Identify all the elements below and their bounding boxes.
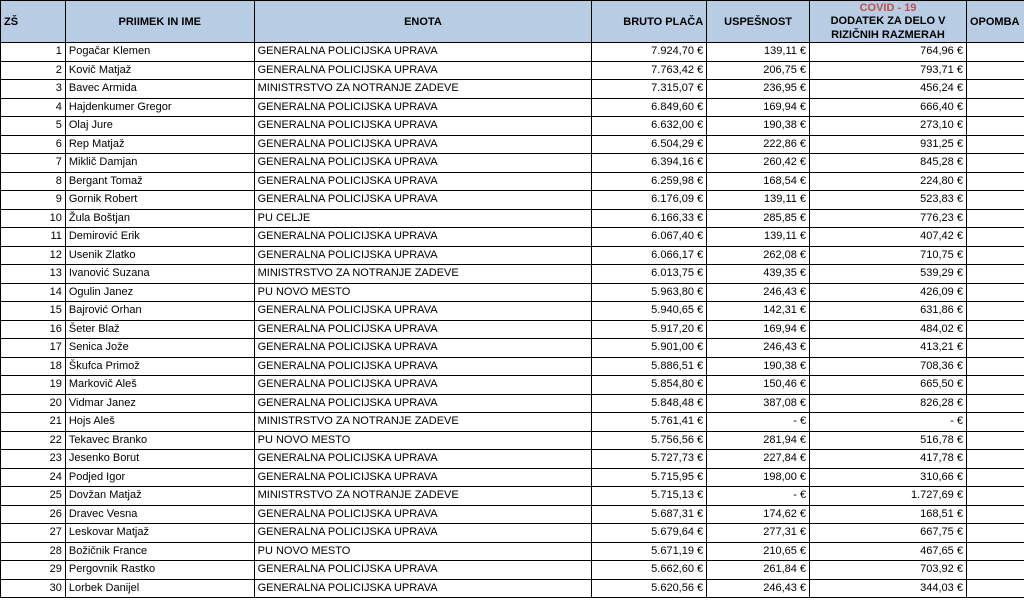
cell-gross-salary: 5.963,80 € bbox=[592, 283, 707, 302]
cell-zs: 11 bbox=[1, 228, 66, 247]
cell-name: Dravec Vesna bbox=[65, 505, 254, 524]
cell-covid-allowance: 426,09 € bbox=[810, 283, 967, 302]
cell-zs: 16 bbox=[1, 320, 66, 339]
cell-covid-allowance: 539,29 € bbox=[810, 265, 967, 284]
cell-gross-salary: 5.917,20 € bbox=[592, 320, 707, 339]
cell-gross-salary: 5.727,73 € bbox=[592, 450, 707, 469]
cell-note bbox=[966, 135, 1024, 154]
table-row bbox=[1, 450, 1024, 469]
cell-gross-salary: 6.013,75 € bbox=[592, 265, 707, 284]
cell-name: Miklič Damjan bbox=[65, 154, 254, 173]
cell-gross-salary: 6.066,17 € bbox=[592, 246, 707, 265]
cell-performance: 262,08 € bbox=[707, 246, 810, 265]
cell-gross-salary: 5.761,41 € bbox=[592, 413, 707, 432]
cell-performance: 206,75 € bbox=[707, 61, 810, 80]
cell-note bbox=[966, 117, 1024, 136]
cell-zs: 20 bbox=[1, 394, 66, 413]
cell-zs: 26 bbox=[1, 505, 66, 524]
table-row bbox=[1, 209, 1024, 228]
cell-performance: 260,42 € bbox=[707, 154, 810, 173]
cell-covid-allowance: 273,10 € bbox=[810, 117, 967, 136]
table-row bbox=[1, 339, 1024, 358]
cell-note bbox=[966, 43, 1024, 62]
cell-gross-salary: 5.715,95 € bbox=[592, 468, 707, 487]
cell-name: Leskovar Matjaž bbox=[65, 524, 254, 543]
cell-unit: GENERALNA POLICIJSKA UPRAVA bbox=[254, 43, 592, 62]
cell-covid-allowance: 413,21 € bbox=[810, 339, 967, 358]
cell-zs: 15 bbox=[1, 302, 66, 321]
cell-zs: 29 bbox=[1, 561, 66, 580]
cell-note bbox=[966, 450, 1024, 469]
cell-note bbox=[966, 320, 1024, 339]
table-row bbox=[1, 468, 1024, 487]
cell-zs: 30 bbox=[1, 579, 66, 598]
cell-name: Tekavec Branko bbox=[65, 431, 254, 450]
table-row bbox=[1, 487, 1024, 506]
cell-unit: GENERALNA POLICIJSKA UPRAVA bbox=[254, 450, 592, 469]
cell-covid-allowance: 665,50 € bbox=[810, 376, 967, 395]
cell-zs: 4 bbox=[1, 98, 66, 117]
cell-performance: 168,54 € bbox=[707, 172, 810, 191]
table-row bbox=[1, 320, 1024, 339]
cell-note bbox=[966, 413, 1024, 432]
cell-name: Podjed Igor bbox=[65, 468, 254, 487]
cell-gross-salary: 6.632,00 € bbox=[592, 117, 707, 136]
cell-gross-salary: 5.854,80 € bbox=[592, 376, 707, 395]
cell-name: Šeter Blaž bbox=[65, 320, 254, 339]
cell-performance: 285,85 € bbox=[707, 209, 810, 228]
cell-name: Hojs Aleš bbox=[65, 413, 254, 432]
cell-name: Demirović Erik bbox=[65, 228, 254, 247]
cell-performance: 190,38 € bbox=[707, 117, 810, 136]
cell-performance: 139,11 € bbox=[707, 228, 810, 247]
cell-unit: GENERALNA POLICIJSKA UPRAVA bbox=[254, 302, 592, 321]
cell-name: Dovžan Matjaž bbox=[65, 487, 254, 506]
cell-note bbox=[966, 172, 1024, 191]
cell-unit: GENERALNA POLICIJSKA UPRAVA bbox=[254, 357, 592, 376]
cell-unit: PU NOVO MESTO bbox=[254, 542, 592, 561]
cell-note bbox=[966, 431, 1024, 450]
cell-gross-salary: 5.901,00 € bbox=[592, 339, 707, 358]
cell-unit: MINISTRSTVO ZA NOTRANJE ZADEVE bbox=[254, 265, 592, 284]
cell-gross-salary: 5.662,60 € bbox=[592, 561, 707, 580]
cell-note bbox=[966, 191, 1024, 210]
cell-unit: GENERALNA POLICIJSKA UPRAVA bbox=[254, 339, 592, 358]
cell-note bbox=[966, 487, 1024, 506]
cell-name: Bajrović Orhan bbox=[65, 302, 254, 321]
table-row bbox=[1, 357, 1024, 376]
cell-zs: 28 bbox=[1, 542, 66, 561]
table-header bbox=[1, 1, 1024, 43]
cell-unit: GENERALNA POLICIJSKA UPRAVA bbox=[254, 579, 592, 598]
cell-unit: GENERALNA POLICIJSKA UPRAVA bbox=[254, 376, 592, 395]
table-row bbox=[1, 265, 1024, 284]
cell-unit: GENERALNA POLICIJSKA UPRAVA bbox=[254, 135, 592, 154]
cell-name: Senica Jože bbox=[65, 339, 254, 358]
table-row bbox=[1, 505, 1024, 524]
cell-name: Usenik Zlatko bbox=[65, 246, 254, 265]
cell-performance: 198,00 € bbox=[707, 468, 810, 487]
table-row bbox=[1, 542, 1024, 561]
table-row bbox=[1, 154, 1024, 173]
cell-name: Pogačar Klemen bbox=[65, 43, 254, 62]
cell-covid-allowance: 516,78 € bbox=[810, 431, 967, 450]
cell-zs: 17 bbox=[1, 339, 66, 358]
cell-note bbox=[966, 505, 1024, 524]
cell-gross-salary: 6.259,98 € bbox=[592, 172, 707, 191]
cell-covid-allowance: 764,96 € bbox=[810, 43, 967, 62]
cell-note bbox=[966, 283, 1024, 302]
covid-title-line1: DODATEK ZA DELO V bbox=[830, 14, 946, 27]
cell-note bbox=[966, 228, 1024, 247]
table-row bbox=[1, 80, 1024, 99]
table-row bbox=[1, 524, 1024, 543]
table-row bbox=[1, 431, 1024, 450]
cell-gross-salary: 7.924,70 € bbox=[592, 43, 707, 62]
cell-zs: 21 bbox=[1, 413, 66, 432]
cell-covid-allowance: 793,71 € bbox=[810, 61, 967, 80]
cell-note bbox=[966, 61, 1024, 80]
header-covid-allowance bbox=[810, 1, 967, 43]
cell-zs: 25 bbox=[1, 487, 66, 506]
cell-zs: 22 bbox=[1, 431, 66, 450]
cell-gross-salary: 5.940,65 € bbox=[592, 302, 707, 321]
cell-covid-allowance: 168,51 € bbox=[810, 505, 967, 524]
cell-covid-allowance: - € bbox=[810, 413, 967, 432]
cell-unit: GENERALNA POLICIJSKA UPRAVA bbox=[254, 172, 592, 191]
cell-performance: 139,11 € bbox=[707, 43, 810, 62]
cell-name: Lorbek Danijel bbox=[65, 579, 254, 598]
cell-unit: GENERALNA POLICIJSKA UPRAVA bbox=[254, 61, 592, 80]
cell-unit: GENERALNA POLICIJSKA UPRAVA bbox=[254, 228, 592, 247]
cell-covid-allowance: 344,03 € bbox=[810, 579, 967, 598]
cell-zs: 5 bbox=[1, 117, 66, 136]
cell-name: Hajdenkumer Gregor bbox=[65, 98, 254, 117]
cell-covid-allowance: 631,86 € bbox=[810, 302, 967, 321]
cell-note bbox=[966, 394, 1024, 413]
cell-unit: PU NOVO MESTO bbox=[254, 283, 592, 302]
cell-name: Ivanović Suzana bbox=[65, 265, 254, 284]
cell-note bbox=[966, 376, 1024, 395]
cell-unit: GENERALNA POLICIJSKA UPRAVA bbox=[254, 191, 592, 210]
cell-performance: 236,95 € bbox=[707, 80, 810, 99]
cell-note bbox=[966, 209, 1024, 228]
table-row bbox=[1, 228, 1024, 247]
cell-covid-allowance: 484,02 € bbox=[810, 320, 967, 339]
cell-covid-allowance: 456,24 € bbox=[810, 80, 967, 99]
cell-zs: 14 bbox=[1, 283, 66, 302]
cell-unit: MINISTRSTVO ZA NOTRANJE ZADEVE bbox=[254, 487, 592, 506]
cell-name: Olaj Jure bbox=[65, 117, 254, 136]
cell-name: Vidmar Janez bbox=[65, 394, 254, 413]
table-row bbox=[1, 283, 1024, 302]
cell-zs: 10 bbox=[1, 209, 66, 228]
cell-zs: 2 bbox=[1, 61, 66, 80]
table-row bbox=[1, 98, 1024, 117]
cell-performance: 169,94 € bbox=[707, 98, 810, 117]
table-row bbox=[1, 191, 1024, 210]
cell-covid-allowance: 667,75 € bbox=[810, 524, 967, 543]
cell-note bbox=[966, 265, 1024, 284]
cell-name: Žula Boštjan bbox=[65, 209, 254, 228]
table-row bbox=[1, 61, 1024, 80]
cell-name: Škufca Primož bbox=[65, 357, 254, 376]
cell-note bbox=[966, 468, 1024, 487]
cell-zs: 1 bbox=[1, 43, 66, 62]
cell-performance: 142,31 € bbox=[707, 302, 810, 321]
cell-performance: 227,84 € bbox=[707, 450, 810, 469]
cell-gross-salary: 6.394,16 € bbox=[592, 154, 707, 173]
cell-covid-allowance: 708,36 € bbox=[810, 357, 967, 376]
cell-performance: - € bbox=[707, 413, 810, 432]
cell-performance: 150,46 € bbox=[707, 376, 810, 395]
cell-zs: 27 bbox=[1, 524, 66, 543]
cell-unit: PU NOVO MESTO bbox=[254, 431, 592, 450]
cell-gross-salary: 5.671,19 € bbox=[592, 542, 707, 561]
table-row bbox=[1, 394, 1024, 413]
cell-performance: 261,84 € bbox=[707, 561, 810, 580]
cell-note bbox=[966, 339, 1024, 358]
cell-gross-salary: 5.620,56 € bbox=[592, 579, 707, 598]
cell-gross-salary: 6.176,09 € bbox=[592, 191, 707, 210]
cell-note bbox=[966, 302, 1024, 321]
cell-note bbox=[966, 357, 1024, 376]
table-row bbox=[1, 172, 1024, 191]
header-name: PRIIMEK IN IME bbox=[65, 1, 254, 43]
cell-covid-allowance: 1.727,69 € bbox=[810, 487, 967, 506]
header-unit: ENOTA bbox=[254, 1, 592, 43]
cell-zs: 23 bbox=[1, 450, 66, 469]
header-performance: USPEŠNOST bbox=[707, 1, 810, 43]
cell-covid-allowance: 776,23 € bbox=[810, 209, 967, 228]
cell-covid-allowance: 310,66 € bbox=[810, 468, 967, 487]
cell-zs: 18 bbox=[1, 357, 66, 376]
cell-performance: 439,35 € bbox=[707, 265, 810, 284]
cell-performance: 169,94 € bbox=[707, 320, 810, 339]
cell-performance: 210,65 € bbox=[707, 542, 810, 561]
covid-title-line2: RIZIČNIH RAZMERAH bbox=[831, 28, 945, 41]
cell-zs: 6 bbox=[1, 135, 66, 154]
table-row bbox=[1, 135, 1024, 154]
cell-note bbox=[966, 542, 1024, 561]
cell-name: Pergovnik Rastko bbox=[65, 561, 254, 580]
cell-note bbox=[966, 80, 1024, 99]
cell-zs: 19 bbox=[1, 376, 66, 395]
cell-performance: 190,38 € bbox=[707, 357, 810, 376]
cell-performance: - € bbox=[707, 487, 810, 506]
cell-gross-salary: 5.679,64 € bbox=[592, 524, 707, 543]
table-row bbox=[1, 376, 1024, 395]
header-zs: ZŠ bbox=[1, 1, 66, 43]
cell-covid-allowance: 845,28 € bbox=[810, 154, 967, 173]
cell-note bbox=[966, 524, 1024, 543]
cell-performance: 139,11 € bbox=[707, 191, 810, 210]
covid-tag: COVID - 19 bbox=[859, 1, 917, 14]
cell-performance: 246,43 € bbox=[707, 339, 810, 358]
cell-covid-allowance: 417,78 € bbox=[810, 450, 967, 469]
cell-covid-allowance: 224,80 € bbox=[810, 172, 967, 191]
cell-name: Markovič Aleš bbox=[65, 376, 254, 395]
cell-zs: 24 bbox=[1, 468, 66, 487]
cell-covid-allowance: 931,25 € bbox=[810, 135, 967, 154]
cell-zs: 13 bbox=[1, 265, 66, 284]
cell-gross-salary: 6.067,40 € bbox=[592, 228, 707, 247]
cell-covid-allowance: 826,28 € bbox=[810, 394, 967, 413]
cell-gross-salary: 5.715,13 € bbox=[592, 487, 707, 506]
cell-unit: GENERALNA POLICIJSKA UPRAVA bbox=[254, 468, 592, 487]
table-row bbox=[1, 413, 1024, 432]
cell-gross-salary: 6.849,60 € bbox=[592, 98, 707, 117]
cell-unit: GENERALNA POLICIJSKA UPRAVA bbox=[254, 561, 592, 580]
cell-zs: 8 bbox=[1, 172, 66, 191]
table-row bbox=[1, 302, 1024, 321]
cell-covid-allowance: 710,75 € bbox=[810, 246, 967, 265]
cell-zs: 7 bbox=[1, 154, 66, 173]
cell-name: Bavec Armida bbox=[65, 80, 254, 99]
cell-note bbox=[966, 561, 1024, 580]
table-row bbox=[1, 43, 1024, 62]
cell-name: Kovič Matjaž bbox=[65, 61, 254, 80]
cell-gross-salary: 7.763,42 € bbox=[592, 61, 707, 80]
cell-gross-salary: 5.848,48 € bbox=[592, 394, 707, 413]
cell-note bbox=[966, 579, 1024, 598]
cell-performance: 246,43 € bbox=[707, 283, 810, 302]
cell-name: Ogulin Janez bbox=[65, 283, 254, 302]
cell-name: Rep Matjaž bbox=[65, 135, 254, 154]
cell-zs: 9 bbox=[1, 191, 66, 210]
cell-performance: 277,31 € bbox=[707, 524, 810, 543]
cell-unit: GENERALNA POLICIJSKA UPRAVA bbox=[254, 320, 592, 339]
cell-note bbox=[966, 246, 1024, 265]
cell-performance: 387,08 € bbox=[707, 394, 810, 413]
cell-name: Gornik Robert bbox=[65, 191, 254, 210]
cell-name: Jesenko Borut bbox=[65, 450, 254, 469]
cell-covid-allowance: 407,42 € bbox=[810, 228, 967, 247]
cell-name: Božičnik France bbox=[65, 542, 254, 561]
cell-gross-salary: 5.756,56 € bbox=[592, 431, 707, 450]
cell-performance: 222,86 € bbox=[707, 135, 810, 154]
cell-zs: 3 bbox=[1, 80, 66, 99]
cell-note bbox=[966, 98, 1024, 117]
cell-performance: 281,94 € bbox=[707, 431, 810, 450]
cell-covid-allowance: 467,65 € bbox=[810, 542, 967, 561]
table-row bbox=[1, 117, 1024, 136]
cell-unit: MINISTRSTVO ZA NOTRANJE ZADEVE bbox=[254, 413, 592, 432]
cell-name: Bergant Tomaž bbox=[65, 172, 254, 191]
cell-unit: GENERALNA POLICIJSKA UPRAVA bbox=[254, 98, 592, 117]
cell-performance: 246,43 € bbox=[707, 579, 810, 598]
cell-gross-salary: 7.315,07 € bbox=[592, 80, 707, 99]
table-row bbox=[1, 561, 1024, 580]
cell-gross-salary: 6.504,29 € bbox=[592, 135, 707, 154]
cell-unit: PU CELJE bbox=[254, 209, 592, 228]
cell-gross-salary: 6.166,33 € bbox=[592, 209, 707, 228]
cell-unit: GENERALNA POLICIJSKA UPRAVA bbox=[254, 524, 592, 543]
cell-unit: GENERALNA POLICIJSKA UPRAVA bbox=[254, 394, 592, 413]
cell-gross-salary: 5.687,31 € bbox=[592, 505, 707, 524]
cell-unit: GENERALNA POLICIJSKA UPRAVA bbox=[254, 505, 592, 524]
cell-covid-allowance: 703,92 € bbox=[810, 561, 967, 580]
cell-performance: 174,62 € bbox=[707, 505, 810, 524]
cell-unit: GENERALNA POLICIJSKA UPRAVA bbox=[254, 154, 592, 173]
cell-note bbox=[966, 154, 1024, 173]
cell-unit: MINISTRSTVO ZA NOTRANJE ZADEVE bbox=[254, 80, 592, 99]
cell-covid-allowance: 666,40 € bbox=[810, 98, 967, 117]
header-note: OPOMBA bbox=[966, 1, 1024, 43]
cell-unit: GENERALNA POLICIJSKA UPRAVA bbox=[254, 117, 592, 136]
cell-zs: 12 bbox=[1, 246, 66, 265]
cell-unit: GENERALNA POLICIJSKA UPRAVA bbox=[254, 246, 592, 265]
cell-covid-allowance: 523,83 € bbox=[810, 191, 967, 210]
table-row bbox=[1, 579, 1024, 598]
table-body bbox=[1, 43, 1024, 598]
cell-gross-salary: 5.886,51 € bbox=[592, 357, 707, 376]
header-gross-salary: BRUTO PLAČA bbox=[592, 1, 707, 43]
table-row bbox=[1, 246, 1024, 265]
